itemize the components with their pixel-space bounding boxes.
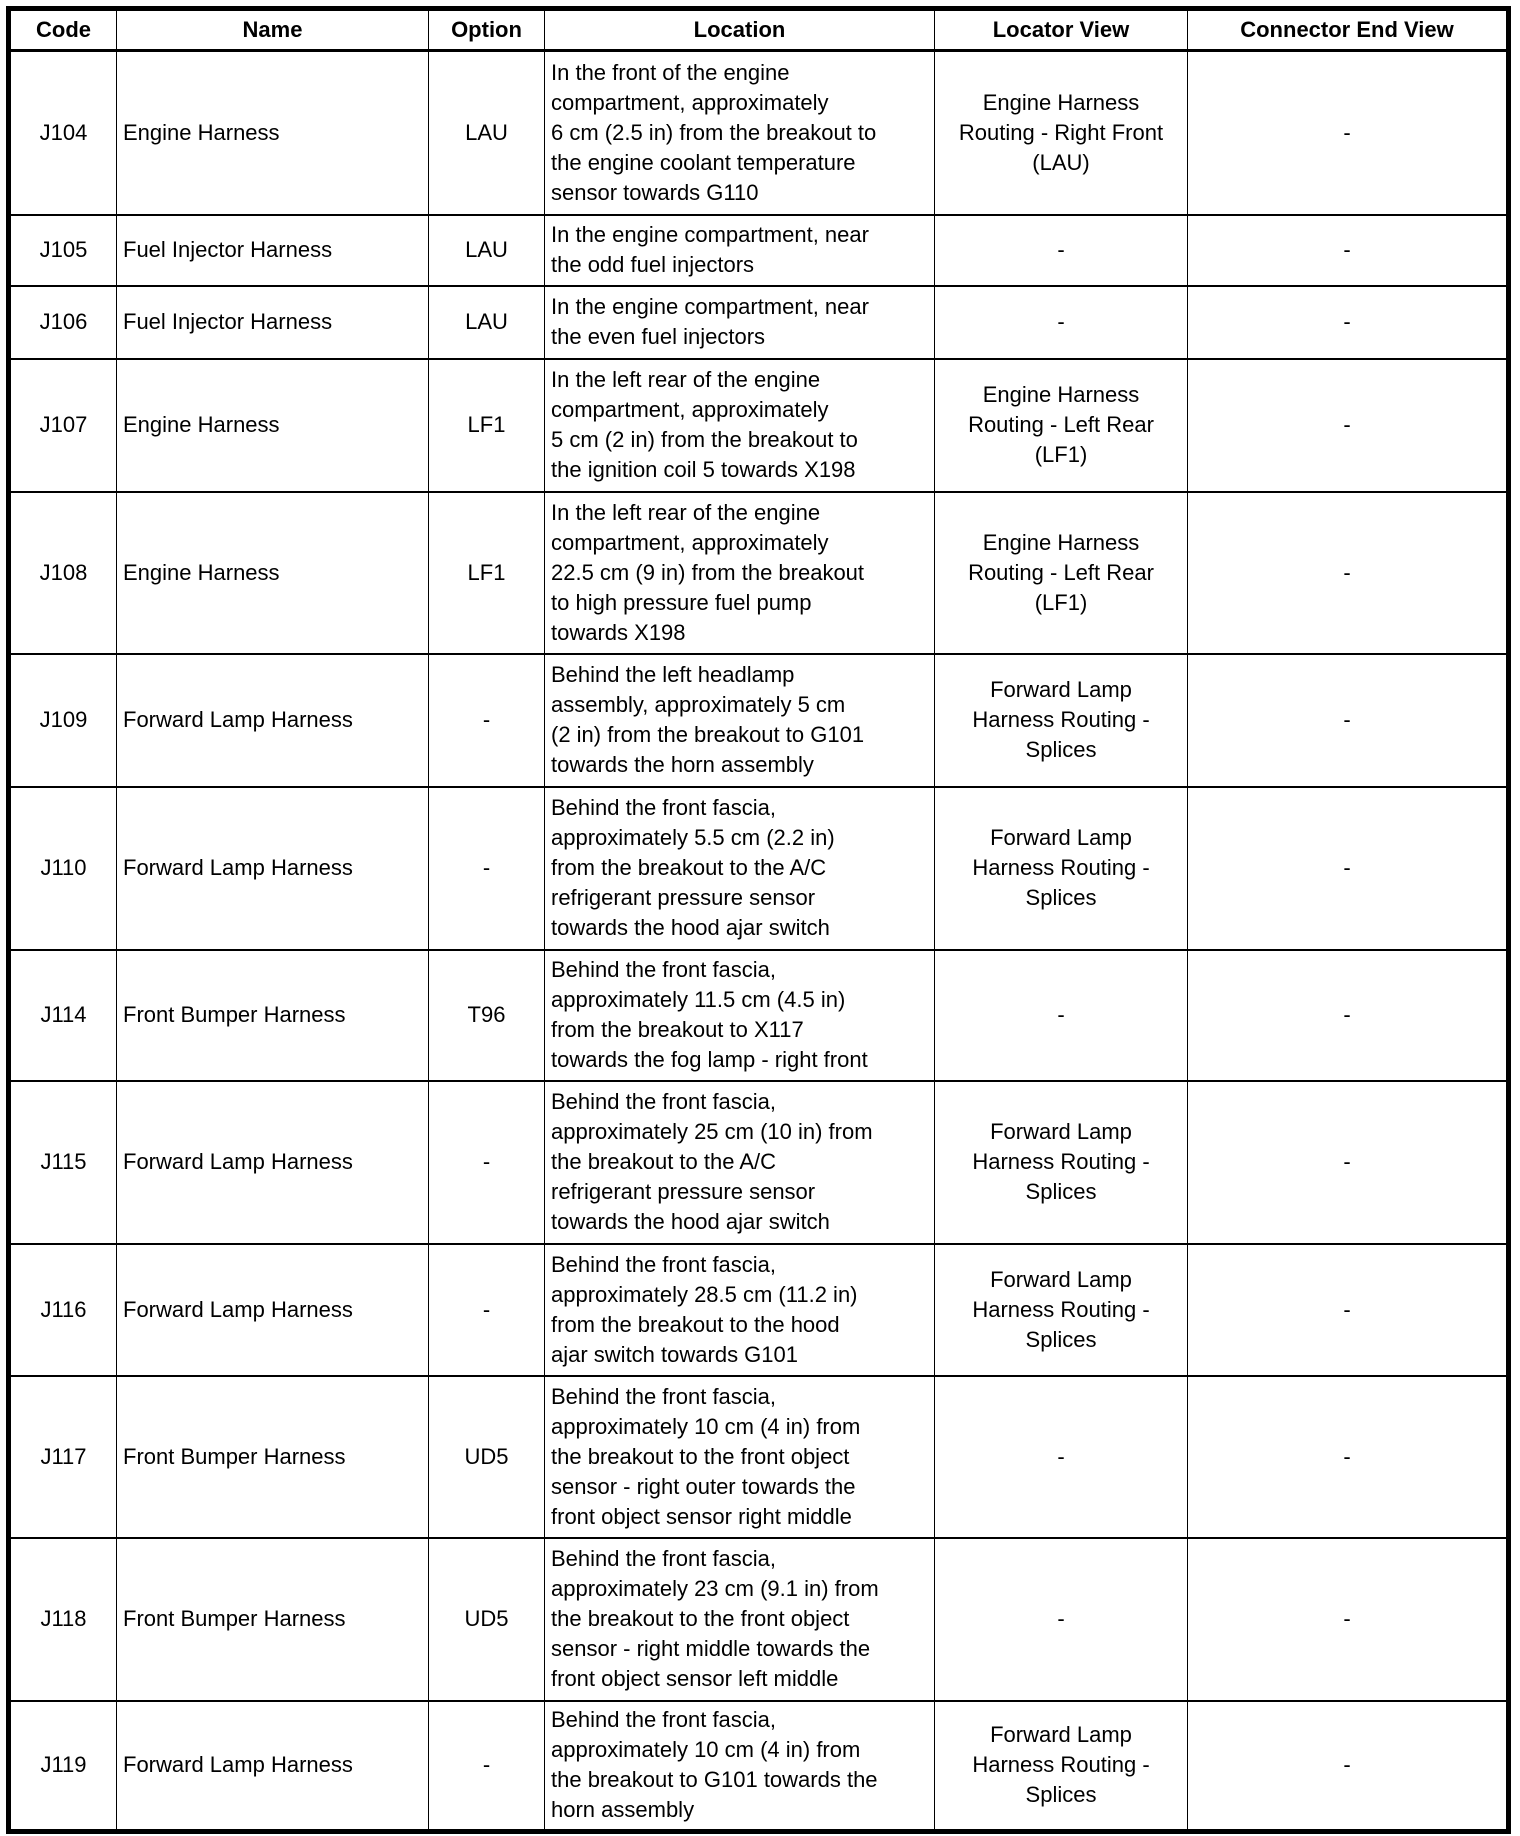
cell-location: Behind the left headlamp assembly, approximately 5 cm (2 in) from the breakout to G101 towards the horn assembly xyxy=(545,654,935,787)
cell-option: UD5 xyxy=(429,1538,545,1701)
cell-connector-end-view: - xyxy=(1188,1081,1509,1244)
cell-locator-view: - xyxy=(935,215,1188,286)
cell-location: Behind the front fascia, approximately 10 cm (4 in) from the breakout to G101 towards the horn assembly xyxy=(545,1701,935,1832)
header-option: Option xyxy=(429,9,545,51)
cell-connector-end-view: - xyxy=(1188,950,1509,1081)
cell-location: Behind the front fascia, approximately 28.5 cm (11.2 in) from the breakout to the hood ajar switch towards G101 xyxy=(545,1244,935,1376)
table-row xyxy=(9,492,1509,654)
cell-option: LF1 xyxy=(429,359,545,492)
cell-code: J116 xyxy=(9,1244,117,1376)
cell-name: Fuel Injector Harness xyxy=(117,286,429,359)
cell-location: In the left rear of the engine compartment, approximately 5 cm (2 in) from the breakout to the ignition coil 5 towards X198 xyxy=(545,359,935,492)
cell-name: Engine Harness xyxy=(117,492,429,654)
cell-name: Front Bumper Harness xyxy=(117,1376,429,1538)
cell-locator-view: Engine Harness Routing - Right Front (LAU) xyxy=(935,51,1188,215)
cell-option: LAU xyxy=(429,215,545,286)
table-row xyxy=(9,950,1509,1081)
cell-connector-end-view: - xyxy=(1188,1538,1509,1701)
cell-code: J115 xyxy=(9,1081,117,1244)
table-row xyxy=(9,286,1509,359)
cell-connector-end-view: - xyxy=(1188,787,1509,950)
cell-name: Forward Lamp Harness xyxy=(117,787,429,950)
cell-location: In the front of the engine compartment, approximately 6 cm (2.5 in) from the breakout to the engine coolant temperature sensor towards G110 xyxy=(545,51,935,215)
cell-name: Forward Lamp Harness xyxy=(117,1081,429,1244)
cell-code: J104 xyxy=(9,51,117,215)
table-row xyxy=(9,1376,1509,1538)
cell-location: In the left rear of the engine compartment, approximately 22.5 cm (9 in) from the breakout to high pressure fuel pump towards X198 xyxy=(545,492,935,654)
table-row xyxy=(9,1701,1509,1832)
cell-locator-view: - xyxy=(935,950,1188,1081)
cell-locator-view: Forward Lamp Harness Routing - Splices xyxy=(935,1701,1188,1832)
table-row xyxy=(9,787,1509,950)
cell-name: Front Bumper Harness xyxy=(117,950,429,1081)
cell-locator-view: Forward Lamp Harness Routing - Splices xyxy=(935,654,1188,787)
cell-name: Engine Harness xyxy=(117,51,429,215)
cell-connector-end-view: - xyxy=(1188,51,1509,215)
cell-code: J107 xyxy=(9,359,117,492)
header-name: Name xyxy=(117,9,429,51)
table-row xyxy=(9,654,1509,787)
cell-option: LF1 xyxy=(429,492,545,654)
cell-location: Behind the front fascia, approximately 25 cm (10 in) from the breakout to the A/C refrigerant pressure sensor towards the hood ajar switch xyxy=(545,1081,935,1244)
cell-option: T96 xyxy=(429,950,545,1081)
cell-connector-end-view: - xyxy=(1188,1701,1509,1832)
cell-location: Behind the front fascia, approximately 11.5 cm (4.5 in) from the breakout to X117 towards the fog lamp - right front xyxy=(545,950,935,1081)
cell-code: J105 xyxy=(9,215,117,286)
cell-code: J108 xyxy=(9,492,117,654)
table-row xyxy=(9,1538,1509,1701)
cell-locator-view: Engine Harness Routing - Left Rear (LF1) xyxy=(935,359,1188,492)
header-connector-end-view: Connector End View xyxy=(1188,9,1509,51)
cell-connector-end-view: - xyxy=(1188,286,1509,359)
table-row xyxy=(9,51,1509,215)
cell-name: Fuel Injector Harness xyxy=(117,215,429,286)
cell-name: Engine Harness xyxy=(117,359,429,492)
cell-option: - xyxy=(429,654,545,787)
cell-connector-end-view: - xyxy=(1188,654,1509,787)
cell-connector-end-view: - xyxy=(1188,492,1509,654)
cell-option: LAU xyxy=(429,51,545,215)
cell-location: In the engine compartment, near the odd fuel injectors xyxy=(545,215,935,286)
cell-connector-end-view: - xyxy=(1188,359,1509,492)
cell-connector-end-view: - xyxy=(1188,1376,1509,1538)
cell-code: J118 xyxy=(9,1538,117,1701)
cell-code: J117 xyxy=(9,1376,117,1538)
cell-name: Forward Lamp Harness xyxy=(117,654,429,787)
header-row xyxy=(9,9,1509,51)
cell-option: - xyxy=(429,787,545,950)
table-row xyxy=(9,215,1509,286)
cell-name: Forward Lamp Harness xyxy=(117,1244,429,1376)
cell-connector-end-view: - xyxy=(1188,215,1509,286)
table-row xyxy=(9,1244,1509,1376)
cell-location: Behind the front fascia, approximately 5.5 cm (2.2 in) from the breakout to the A/C refrigerant pressure sensor towards the hood ajar switch xyxy=(545,787,935,950)
cell-name: Forward Lamp Harness xyxy=(117,1701,429,1832)
cell-name: Front Bumper Harness xyxy=(117,1538,429,1701)
header-code: Code xyxy=(9,9,117,51)
header-location: Location xyxy=(545,9,935,51)
cell-locator-view: Forward Lamp Harness Routing - Splices xyxy=(935,1244,1188,1376)
cell-location: Behind the front fascia, approximately 10 cm (4 in) from the breakout to the front object sensor - right outer towards the front object sensor right middle xyxy=(545,1376,935,1538)
header-locator-view: Locator View xyxy=(935,9,1188,51)
table-row xyxy=(9,1081,1509,1244)
cell-code: J106 xyxy=(9,286,117,359)
table-row xyxy=(9,359,1509,492)
cell-location: In the engine compartment, near the even fuel injectors xyxy=(545,286,935,359)
cell-code: J110 xyxy=(9,787,117,950)
cell-connector-end-view: - xyxy=(1188,1244,1509,1376)
cell-locator-view: - xyxy=(935,1538,1188,1701)
cell-location: Behind the front fascia, approximately 23 cm (9.1 in) from the breakout to the front object sensor - right middle towards the front object sensor left middle xyxy=(545,1538,935,1701)
cell-locator-view: Engine Harness Routing - Left Rear (LF1) xyxy=(935,492,1188,654)
cell-locator-view: Forward Lamp Harness Routing - Splices xyxy=(935,787,1188,950)
cell-locator-view: - xyxy=(935,1376,1188,1538)
cell-code: J119 xyxy=(9,1701,117,1832)
cell-option: - xyxy=(429,1244,545,1376)
splice-location-table xyxy=(6,6,1511,1834)
cell-code: J114 xyxy=(9,950,117,1081)
cell-option: UD5 xyxy=(429,1376,545,1538)
cell-option: LAU xyxy=(429,286,545,359)
cell-locator-view: - xyxy=(935,286,1188,359)
cell-option: - xyxy=(429,1081,545,1244)
cell-code: J109 xyxy=(9,654,117,787)
cell-locator-view: Forward Lamp Harness Routing - Splices xyxy=(935,1081,1188,1244)
cell-option: - xyxy=(429,1701,545,1832)
